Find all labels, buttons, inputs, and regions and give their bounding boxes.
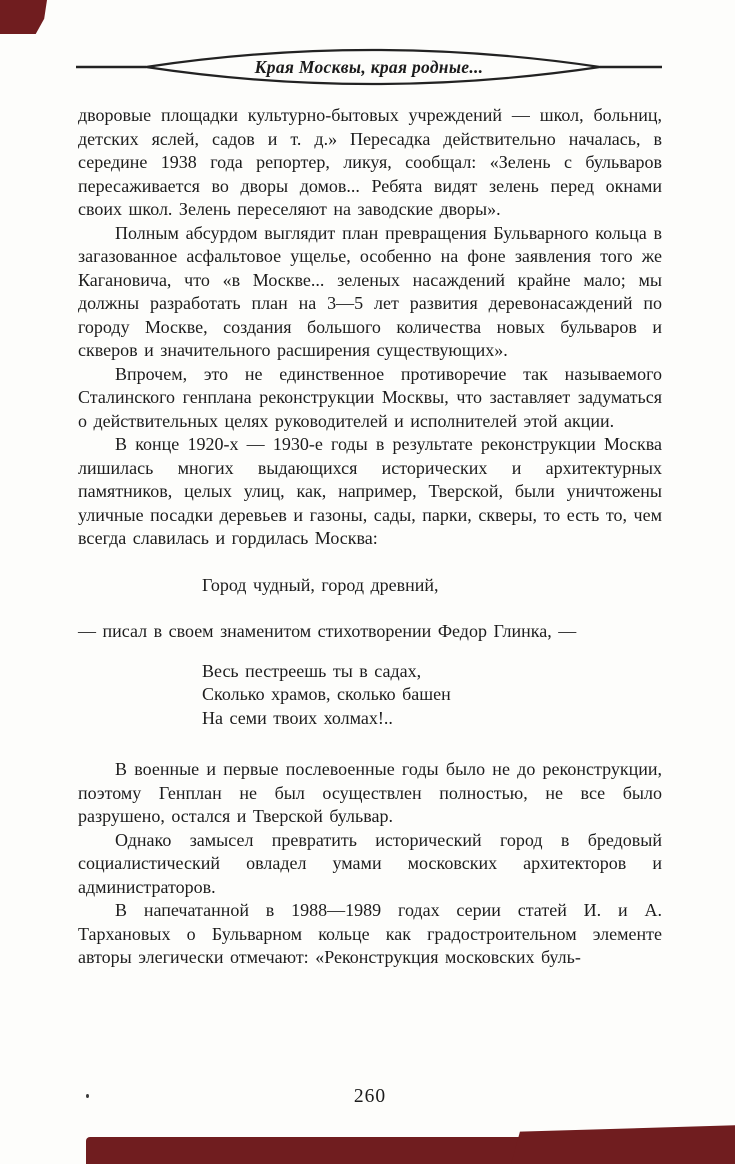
verse-line: Сколько храмов, сколько башен bbox=[202, 684, 451, 704]
verse-line: На семи твоих холмах!.. bbox=[202, 707, 393, 728]
scan-edge-bottom-right bbox=[511, 1119, 735, 1164]
text-block bbox=[78, 104, 662, 970]
page-number: 260 bbox=[353, 1086, 387, 1107]
scan-edge-top-left bbox=[0, 0, 47, 34]
verse-line: Весь пестреешь ты в садах, bbox=[202, 660, 422, 681]
attribution-line: — писал в своем знаменитом стихотворении Федор Глинка, — bbox=[78, 621, 577, 641]
verse-line: Город чудный, город древний, bbox=[202, 574, 439, 595]
running-header bbox=[76, 46, 662, 88]
paragraph: Впрочем, это не единственное противоречие так называемого Сталинского генплана реконструкции Москвы, что заставляет задуматься о действительных целях руководителей и исполнителей этой акции. bbox=[78, 363, 662, 431]
header-title: Края Москвы, края родные... bbox=[254, 56, 484, 77]
paragraph: В конце 1920-х — 1930-е годы в результате реконструкции Москва лишилась многих выдающихся исторических и архитектурных памятников, целых улиц, как, например, Тверской, были уничтожены уличные посадки деревьев и газоны, сады, парки, скверы, то есть то, чем всегда славилась и гордилась Москва: bbox=[78, 434, 662, 548]
paragraph: Полным абсурдом выглядит план превращения Бульварного кольца в загазованное асфальтовое ущелье, особенно на фоне заявления того же Кагановича, что «в Москве... зеленых насаждений крайне мало; мы должны разработать план на 3—5 лет развития деревонасаждений по городу Москве, создания большого количества новых бульваров и скверов и значительного расширения существующих». bbox=[78, 222, 662, 360]
paragraph: В напечатанной в 1988—1989 годах серии статей И. и А. Тархановых о Бульварном кольце как градостроительном элементе авторы элегически отмечают: «Реконструкция московских буль- bbox=[78, 900, 662, 967]
paragraph: дворовые площадки культурно-бытовых учреждений — школ, больниц, детских яслей, садов и т. д.» Пересадка действительно началась, в середине 1938 года репортер, ликуя, сообщал: «Зелень с бульваров пересаживается во дворы домов... Ребята видят зелень перед окнами своих школ. Зелень переселяют на заводские дворы». bbox=[78, 105, 662, 219]
verse-stanza bbox=[202, 660, 662, 731]
paragraph: В военные и первые послевоенные годы было не до реконструкции, поэтому Генплан не был осуществлен полностью, не все было разрушено, остался и Тверской бульвар. bbox=[78, 759, 662, 826]
paragraph: Однако замысел превратить исторический город в бредовый социалистический овладел умами московских архитекторов и администраторов. bbox=[78, 829, 662, 897]
